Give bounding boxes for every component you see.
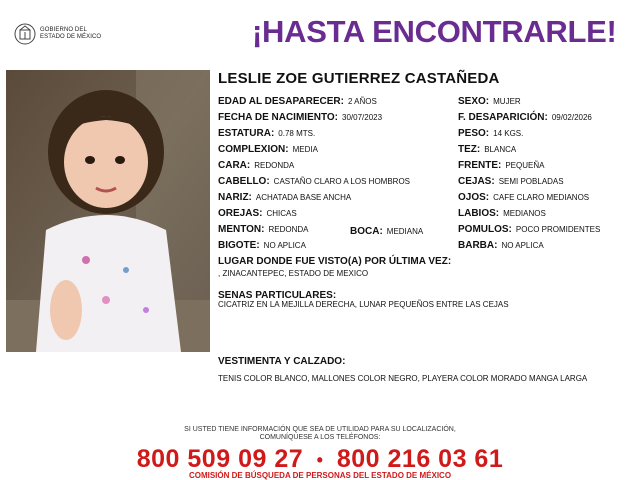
person-photo	[6, 70, 210, 352]
value-nacimiento: 30/07/2023	[342, 113, 383, 122]
contact-note-line2: COMUNÍQUESE A LOS TELÉFONOS:	[259, 434, 381, 441]
person-name: LESLIE ZOE GUTIERREZ CASTAÑEDA	[218, 70, 500, 87]
lugar-text: , ZINACANTEPEC, ESTADO DE MEXICO	[218, 269, 369, 278]
label-sexo: SEXO:	[458, 96, 490, 107]
value-menton: REDONDA	[268, 225, 309, 234]
field-cabello	[218, 176, 410, 187]
value-pomulos: POCO PROMIDENTES	[515, 225, 601, 234]
field-edad	[218, 96, 377, 107]
field-boca	[350, 226, 423, 237]
label-nacimiento: FECHA DE NACIMIENTO:	[218, 112, 338, 123]
label-estatura: ESTATURA:	[218, 128, 275, 139]
label-frente: FRENTE:	[458, 160, 502, 171]
label-cara: CARA:	[218, 160, 251, 171]
value-peso: 14 KGS.	[493, 129, 524, 138]
value-labios: MEDIANOS	[503, 209, 546, 218]
phone-2[interactable]: 800 216 03 61	[336, 445, 504, 473]
value-cabello: CASTAÑO CLARO A LOS HOMBROS	[273, 177, 410, 186]
field-sexo	[458, 96, 521, 107]
field-tez	[458, 144, 516, 155]
contact-note	[0, 426, 640, 442]
label-tez: TEZ:	[458, 144, 481, 155]
field-pomulos	[458, 224, 600, 235]
field-nacimiento	[218, 112, 382, 123]
label-desaparicion: F. DESAPARICIÓN:	[458, 112, 548, 123]
value-nariz: ACHATADA BASE ANCHA	[255, 193, 352, 202]
logo-line1: GOBIERNO DEL	[40, 27, 87, 33]
field-frente	[458, 160, 544, 171]
phone-numbers	[0, 445, 640, 474]
label-bigote: BIGOTE:	[218, 240, 260, 251]
value-boca: MEDIANA	[386, 227, 424, 236]
label-boca: BOCA:	[350, 226, 383, 237]
value-orejas: CHICAS	[266, 209, 297, 218]
field-barba	[458, 240, 544, 251]
lugar-title: LUGAR DONDE FUE VISTO(A) POR ÚLTIMA VEZ:	[218, 256, 452, 267]
field-peso	[458, 128, 523, 139]
field-desaparicion	[458, 112, 592, 123]
field-nariz	[218, 192, 351, 203]
field-menton	[218, 224, 309, 235]
value-tez: BLANCA	[484, 145, 517, 154]
label-nariz: NARIZ:	[218, 192, 252, 203]
label-edad: EDAD AL DESAPARECER:	[218, 96, 344, 107]
senas-title: SENAS PARTICULARES:	[218, 290, 337, 301]
label-ojos: OJOS:	[458, 192, 490, 203]
phone-separator: •	[316, 449, 324, 470]
field-cejas	[458, 176, 564, 187]
field-estatura	[218, 128, 315, 139]
value-barba: NO APLICA	[501, 241, 544, 250]
label-cejas: CEJAS:	[458, 176, 495, 187]
label-orejas: OREJAS:	[218, 208, 263, 219]
field-labios	[458, 208, 546, 219]
label-menton: MENTON:	[218, 224, 265, 235]
value-ojos: CAFE CLARO MEDIANOS	[493, 193, 590, 202]
label-labios: LABIOS:	[458, 208, 500, 219]
commission-name: COMISIÓN DE BÚSQUEDA DE PERSONAS DEL ESTADO DE MÉXICO	[188, 471, 452, 480]
value-frente: PEQUEÑA	[505, 161, 545, 170]
vestimenta-text: TENIS COLOR BLANCO, MALLONES COLOR NEGRO, PLAYERA COLOR MORADO MANGA LARGA	[218, 374, 588, 383]
value-bigote: NO APLICA	[263, 241, 306, 250]
value-cara: REDONDA	[254, 161, 295, 170]
field-bigote	[218, 240, 306, 251]
value-edad: 2 AÑOS	[347, 97, 377, 106]
value-desaparicion: 09/02/2026	[551, 113, 592, 122]
logo-line2: ESTADO DE MÉXICO	[40, 34, 102, 40]
value-cejas: SEMI POBLADAS	[498, 177, 564, 186]
field-orejas	[218, 208, 297, 219]
value-sexo: MUJER	[493, 97, 521, 106]
senas-text: CICATRIZ EN LA MEJILLA DERECHA, LUNAR PEQUEÑOS ENTRE LAS CEJAS	[218, 300, 509, 309]
vestimenta-title: VESTIMENTA Y CALZADO:	[218, 356, 346, 367]
phone-1[interactable]: 800 509 09 27	[136, 445, 304, 473]
government-logo	[14, 22, 114, 46]
state-seal-icon	[14, 23, 36, 45]
label-cabello: CABELLO:	[218, 176, 270, 187]
logo-text	[40, 27, 101, 41]
field-complexion	[218, 144, 318, 155]
headline: ¡HASTA ENCONTRARLE!	[252, 14, 617, 49]
label-peso: PESO:	[458, 128, 490, 139]
label-barba: BARBA:	[458, 240, 498, 251]
contact-note-line1: SI USTED TIENE INFORMACIÓN QUE SEA DE UTILIDAD PARA SU LOCALIZACIÓN,	[184, 426, 456, 433]
label-complexion: COMPLEXION:	[218, 144, 289, 155]
field-ojos	[458, 192, 589, 203]
label-pomulos: POMULOS:	[458, 224, 512, 235]
field-cara	[218, 160, 294, 171]
value-estatura: 0.78 MTS.	[278, 129, 316, 138]
value-complexion: MEDIA	[292, 145, 318, 154]
child-photo-image	[6, 70, 210, 352]
